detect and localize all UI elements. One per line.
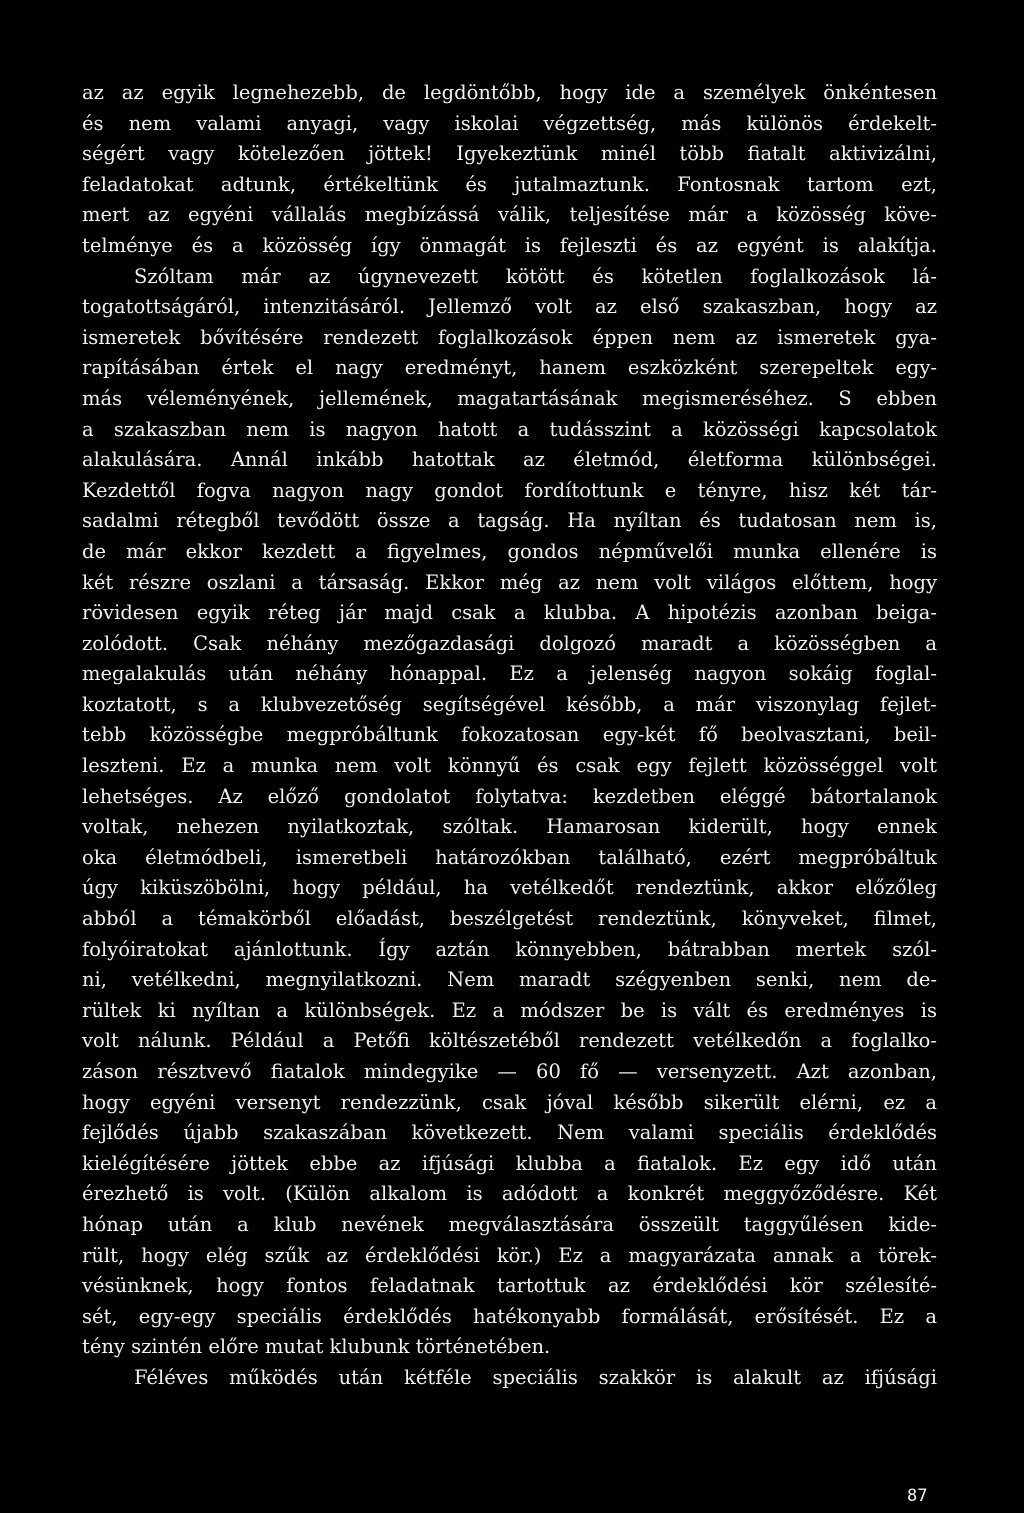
text-line: hogy egyéni versenyt rendezzünk, csak jóval később sikerült elérni, ez a — [82, 1090, 937, 1114]
text-line: záson résztvevő fiatalok mindegyike — 60 fő — versenyzett. Azt azonban, — [82, 1060, 937, 1083]
text-line: rültek ki nyíltan a különbségek. Ez a módszer be is vált és eredményes is — [82, 998, 937, 1022]
text-line: sét, egy-egy speciális érdeklődés hatékonyabb formálását, erősítését. Ez a — [82, 1304, 937, 1328]
text-line: sadalmi rétegből tevődött össze a tagság. Ha nyíltan és tudatosan nem is, — [82, 509, 937, 533]
text-line: alakulására. Annál inkább hatottak az életmód, életforma különbségei. — [82, 448, 937, 472]
text-line: feladatokat adtunk, értékeltünk és jutalmaztunk. Fontosnak tartom ezt, — [82, 172, 937, 196]
text-line: zolódott. Csak néhány mezőgazdasági dolgozó maradt a közösségben a — [82, 631, 937, 655]
text-line: togatottságáról, intenzitásáról. Jellemző volt az első szakaszban, hogy az — [82, 295, 937, 319]
text-line: hónap után a klub nevének megválasztására összeült taggyűlésen kide- — [82, 1212, 937, 1236]
text-line: rült, hogy elég szűk az érdeklődési kör.) Ez a magyarázata annak a törek- — [82, 1243, 937, 1267]
text-line: két részre oszlani a társaság. Ekkor még az nem volt világos előttem, hogy — [82, 570, 937, 594]
text-line: úgy kiküszöbölni, hogy például, ha vetélkedőt rendeztünk, akkor előzőleg — [82, 876, 937, 900]
text-line: ismeretek bővítésére rendezett foglalkozások éppen nem az ismeretek gya- — [82, 325, 937, 349]
text-line: rapításában értek el nagy eredményt, hanem eszközként szerepeltek egy- — [82, 356, 937, 380]
text-line: fejlődés újabb szakaszában következett. Nem valami speciális érdeklődés — [82, 1121, 937, 1145]
text-line: volt nálunk. Például a Petőfi költészetéből rendezett vetélkedőn a foglalko- — [82, 1029, 937, 1053]
text-line: tény szintén előre mutat klubunk történetében. — [82, 1335, 551, 1359]
text-line: megalakulás után néhány hónappal. Ez a jelenség nagyon sokáig foglal- — [82, 662, 937, 686]
text-line: leszteni. Ez a munka nem volt könnyű és csak egy fejlett közösséggel volt — [82, 754, 937, 778]
text-line: ni, vetélkedni, megnyilatkozni. Nem maradt szégyenben senki, nem de- — [82, 968, 937, 992]
text-line: rövidesen egyik réteg jár majd csak a klubba. A hipotézis azonban beiga- — [82, 601, 937, 625]
text-line: voltak, nehezen nyilatkoztak, szóltak. Hamarosan kiderült, hogy ennek — [82, 815, 937, 839]
text-line: koztatott, s a klubvezetőség segítségével később, a már viszonylag fejlet- — [82, 692, 937, 716]
text-line: érezhető is volt. (Külön alkalom is adódott a konkrét meggyőződésre. Két — [82, 1182, 937, 1206]
text-line: és nem valami anyagi, vagy iskolai végzettség, más különös érdekelt- — [82, 111, 937, 135]
text-line: a szakaszban nem is nagyon hatott a tudásszint a közösségi kapcsolatok — [82, 417, 937, 441]
text-line: folyóiratokat ajánlottunk. Így aztán könnyebben, bátrabban mertek szól- — [82, 937, 937, 961]
text-line: mert az egyéni vállalás megbízássá válik, teljesítése már a közösség köve- — [82, 203, 937, 227]
text-line: oka életmódbeli, ismeretbeli határozókban található, ezért megpróbáltuk — [82, 845, 937, 869]
page-number: 87 — [907, 1486, 928, 1506]
text-line: kielégítésére jöttek ebbe az ifjúsági klubba a fiatalok. Ez egy idő után — [82, 1151, 937, 1175]
text-line: telménye és a közösség így önmagát is fejleszti és az egyént is alakítja. — [82, 233, 937, 257]
text-line: Szóltam már az úgynevezett kötött és kötetlen foglalkozások lá- — [134, 264, 937, 288]
text-line: lehetséges. Az előző gondolatot folytatva: kezdetben eléggé bátortalanok — [82, 784, 937, 808]
text-line: ségért vagy kötelezően jöttek! Igyekeztünk minél több fiatalt aktivizálni, — [82, 142, 937, 166]
text-line: tebb közösségbe megpróbáltunk fokozatosan egy-két fő beolvasztani, beil- — [82, 723, 937, 747]
text-line: más véleményének, jellemének, magatartásának megismeréséhez. S ebben — [82, 386, 937, 410]
text-line: abból a témakörből előadást, beszélgetést rendeztünk, könyveket, filmet, — [82, 907, 937, 931]
text-line: Féléves működés után kétféle speciális szakkör is alakult az ifjúsági — [134, 1365, 937, 1389]
text-line: de már ekkor kezdett a figyelmes, gondos népművelői munka ellenére is — [82, 539, 937, 563]
text-line: az az egyik legnehezebb, de legdöntőbb, hogy ide a személyek önkéntesen — [82, 81, 937, 104]
body-text — [82, 78, 937, 1394]
text-line: Kezdettől fogva nagyon nagy gondot fordítottunk e tényre, hisz két tár- — [82, 478, 937, 502]
text-line: vésünknek, hogy fontos feladatnak tartottuk az érdeklődési kör szélesíté- — [82, 1274, 937, 1298]
